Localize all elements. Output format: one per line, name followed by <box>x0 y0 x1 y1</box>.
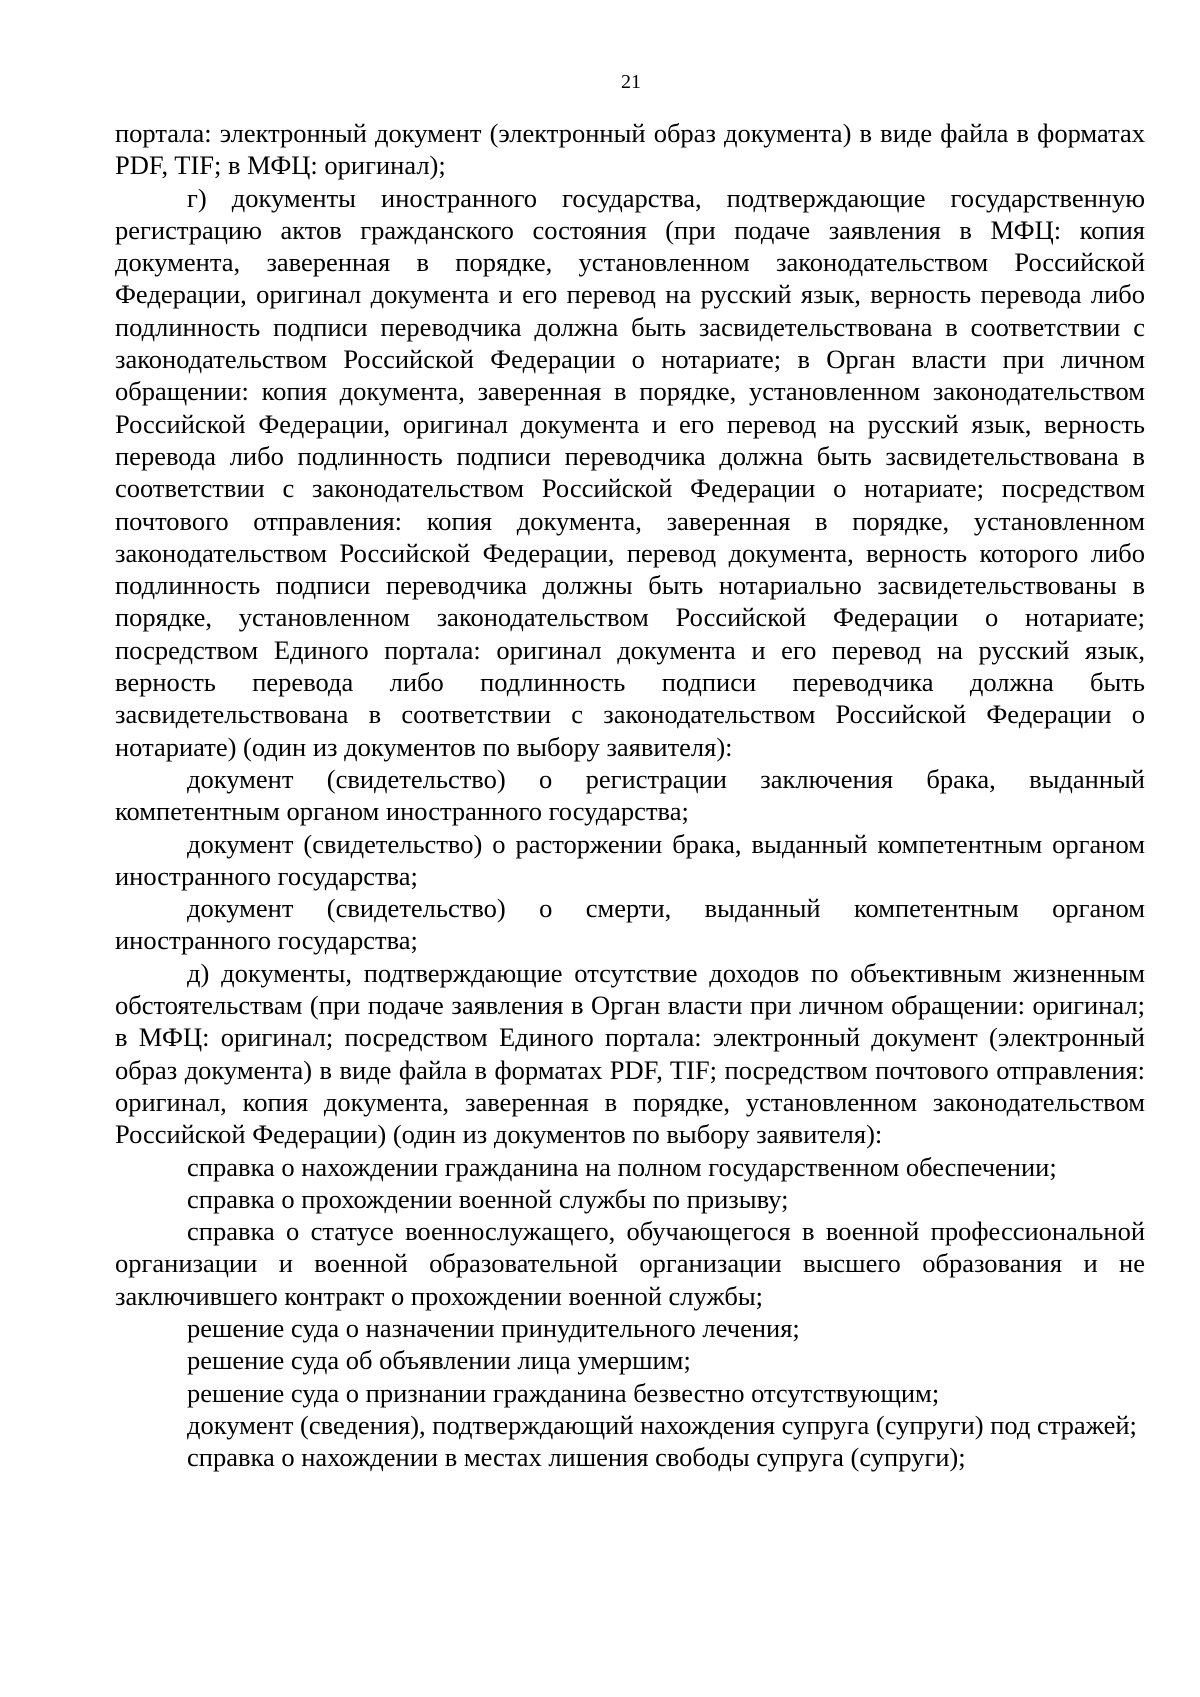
list-item: решение суда о признании гражданина безвестно отсутствующим; <box>187 1377 940 1408</box>
paragraph: портала: электронный документ (электронный образ документа) в виде файла в форматах PDF, TIF; в МФЦ: оригинал); <box>115 118 1145 181</box>
list-item: решение суда о назначении принудительного лечения; <box>187 1312 800 1343</box>
list-item: справка о нахождении в местах лишения свободы супруга (супруги); <box>187 1442 966 1473</box>
list-item: решение суда об объявлении лица умершим; <box>187 1345 691 1376</box>
document-body <box>115 117 1145 1473</box>
list-item: документ (свидетельство) о расторжении брака, выданный компетентным органом иностранного государства; <box>115 828 1145 891</box>
list-item: документ (свидетельство) о регистрации заключения брака, выданный компетентным органом иностранного государства; <box>115 763 1145 827</box>
list-item: документ (свидетельство) о смерти, выданный компетентным органом иностранного государства; <box>115 893 1145 956</box>
list-item: документ (сведения), подтверждающий нахождения супруга (супруги) под стражей; <box>187 1409 1137 1440</box>
list-item: справка о прохождении военной службы по призыву; <box>187 1183 789 1214</box>
paragraph-item-d: д) документы, подтверждающие отсутствие доходов по объективным жизненным обстоятельствам (при подаче заявления в Орган власти при личном обращении: оригинал; в МФЦ: оригинал; посредством Единого портала: электронный документ (электронный образ документа) в виде файла в форматах PDF, TIF; посредством почтового отправления: оригинал, копия документа, заверенная в порядке, установленном законодательством Российской Федерации) (один из документов по выбору заявителя): <box>115 957 1145 1150</box>
list-item: справка о нахождении гражданина на полном государственном обеспечении; <box>187 1151 1057 1182</box>
list-item: справка о статусе военнослужащего, обучающегося в военной профессиональной организации и военной образовательной организации высшего образования и не заключившего контракт о прохождении военной службы; <box>115 1216 1145 1311</box>
page-number: 21 <box>621 71 641 93</box>
paragraph-item-g: г) документы иностранного государства, подтверждающие государственную регистрацию актов гражданского состояния (при подаче заявления в МФЦ: копия документа, заверенная в порядке, установленном законодательством Российской Федерации, оригинал документа и его перевод на русский язык, верность перевода либо подлинность подписи переводчика должна быть засвидетельствована в соответствии с законодательством Российской Федерации о нотариате; в Орган власти при личном обращении: копия документа, заверенная в порядке, установленном законодательством Российской Федерации, оригинал документа и его перевод на русский язык, верность перевода либо подлинность подписи переводчика должна быть засвидетельствована в соответствии с законодательством Российской Федерации о нотариате; посредством почтового отправления: копия документа, заверенная в порядке, установленном законодательством Российской Федерации, перевод документа, верность которого либо подлинность подписи переводчика должны быть нотариально засвидетельствованы в порядке, установленном законодательством Российской Федерации о нотариате; посредством Единого портала: оригинал документа и его перевод на русский язык, верность перевода либо подлинность подписи переводчика должна быть засвидетельствована в соответствии с законодательством Российской Федерации о нотариате) (один из документов по выбору заявителя): <box>115 182 1145 762</box>
